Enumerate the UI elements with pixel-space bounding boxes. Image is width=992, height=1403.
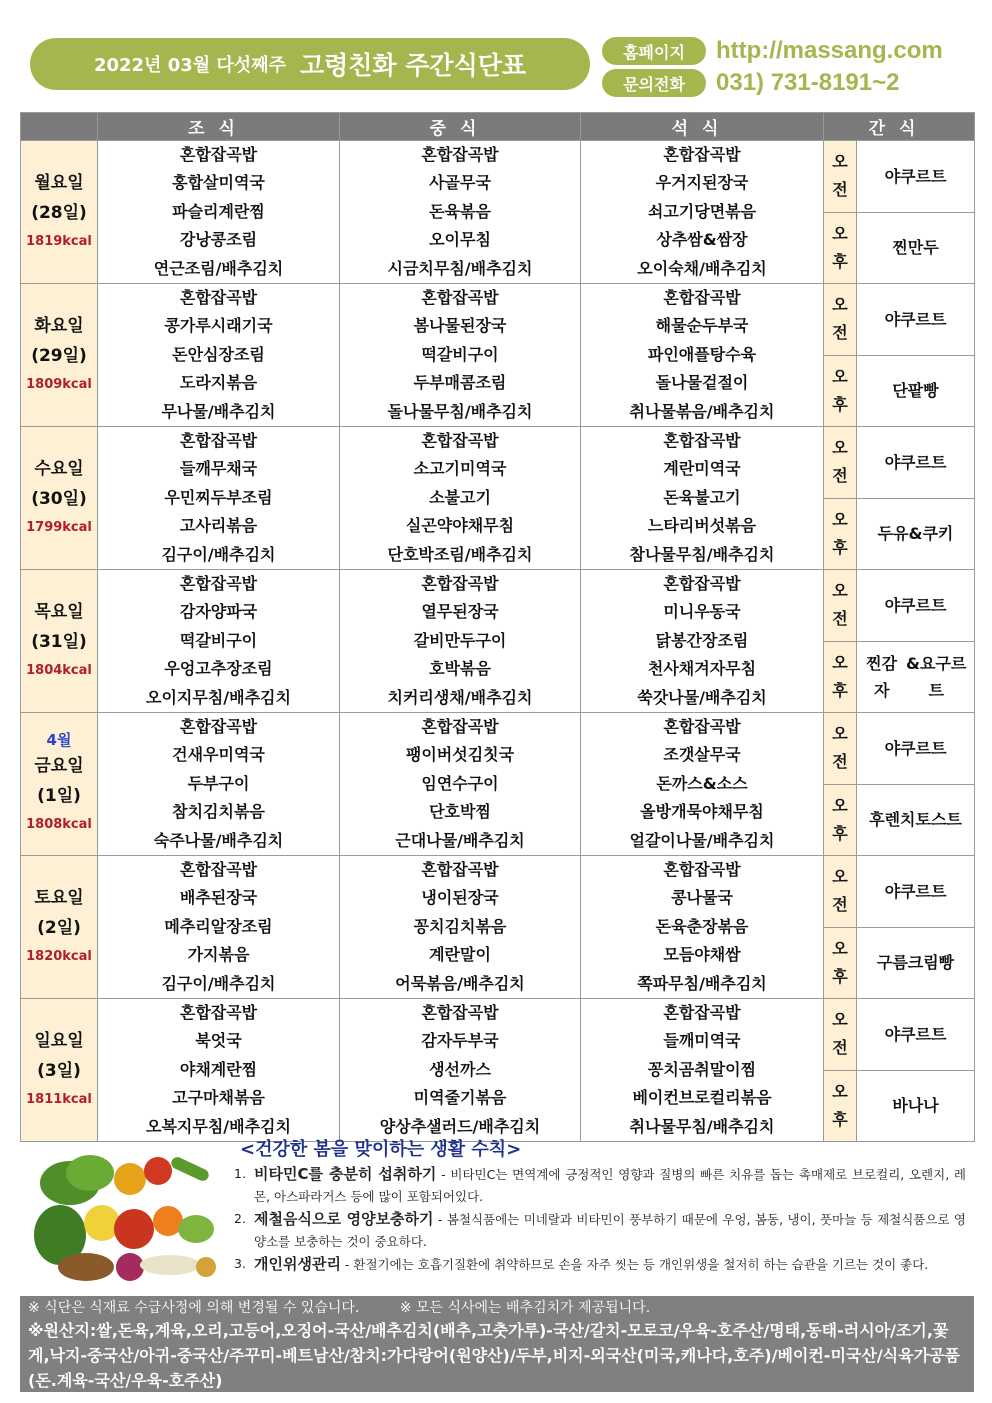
snack-pm-row bbox=[824, 927, 974, 999]
dish-item: 숙주나물/배추김치 bbox=[153, 830, 284, 850]
dish-item: 혼합잡곡밥 bbox=[421, 145, 499, 164]
dish-item: 소불고기 bbox=[429, 487, 491, 507]
day-kcal: 1804kcal bbox=[26, 663, 92, 678]
day-row bbox=[21, 570, 975, 713]
snack-name-line: 찐만두 bbox=[892, 238, 939, 258]
dinner-cell bbox=[581, 999, 824, 1142]
dish-item: 혼합잡곡밥 bbox=[421, 574, 499, 593]
snack-am-item bbox=[857, 141, 974, 212]
snack-time-char: 오 bbox=[832, 509, 848, 529]
snack-time-char: 오 bbox=[832, 581, 848, 601]
breakfast-cell bbox=[98, 713, 340, 856]
menu-body bbox=[21, 141, 975, 1142]
phone-row bbox=[602, 68, 900, 98]
lunch-cell bbox=[340, 141, 581, 284]
snack-time-char: 오 bbox=[832, 438, 848, 458]
snack-am-label bbox=[824, 570, 857, 641]
snack-pm-item bbox=[857, 785, 974, 856]
snack-pm-label bbox=[824, 499, 857, 570]
table-header-row bbox=[21, 113, 975, 141]
lunch-cell bbox=[340, 999, 581, 1142]
tip-heading: 비타민C를 충분히 섭취하기 bbox=[254, 1165, 437, 1183]
day-cell bbox=[21, 427, 98, 570]
dish-item: 떡갈비구이 bbox=[179, 630, 258, 650]
dish-item: 떡갈비구이 bbox=[421, 344, 499, 364]
tip-text bbox=[254, 1208, 966, 1253]
snack-time-char: 오 bbox=[832, 795, 848, 815]
breakfast-cell bbox=[98, 141, 340, 284]
tip-item bbox=[234, 1208, 966, 1253]
dish-item: 근대나물/배추김치 bbox=[395, 830, 525, 850]
dish-item: 북엇국 bbox=[195, 1031, 242, 1051]
dish-item: 고사리볶음 bbox=[179, 516, 258, 536]
dish-item: 야채계란찜 bbox=[179, 1059, 258, 1079]
snack-name-line: 야쿠르트 bbox=[884, 595, 947, 615]
day-name: 금요일 bbox=[34, 756, 84, 776]
dish-item: 닭봉간장조림 bbox=[655, 630, 749, 650]
day-kcal: 1799kcal bbox=[26, 520, 92, 535]
snack-name-line: 바나나 bbox=[892, 1096, 939, 1116]
dish-item: 건새우미역국 bbox=[172, 745, 265, 765]
day-name: 월요일 bbox=[34, 173, 84, 193]
dinner-cell bbox=[581, 570, 824, 713]
snack-pm-label bbox=[824, 356, 857, 427]
dish-item: 돌나물겉절이 bbox=[655, 373, 749, 393]
phone-label: 문의전화 bbox=[602, 69, 706, 97]
dish-item: 단호박조림/배추김치 bbox=[387, 544, 533, 564]
day-name: 수요일 bbox=[34, 459, 84, 479]
dish-item: 혼합잡곡밥 bbox=[179, 288, 258, 307]
tip-body: - 봄철식품에는 미네랄과 비타민이 풍부하기 때문에 우엉, 봄동, 냉이, 풋마늘 등 제철식품으로 영양소를 보충하는 것이 중요하다. bbox=[254, 1212, 966, 1249]
tip-text bbox=[254, 1163, 966, 1208]
snack-time-char: 오 bbox=[832, 295, 848, 315]
breakfast-cell bbox=[98, 999, 340, 1142]
notice-kimchi: ※ 모든 식사에는 배추김치가 제공됩니다. bbox=[399, 1300, 651, 1316]
dish-item: 오복지무침/배추김치 bbox=[146, 1116, 291, 1136]
snack-time-char: 후 bbox=[832, 823, 848, 843]
breakfast-cell bbox=[98, 570, 340, 713]
dish-item: 김구이/배추김치 bbox=[161, 973, 276, 993]
tip-text bbox=[254, 1253, 966, 1276]
day-date: (2일) bbox=[37, 918, 81, 938]
dish-item: 콩가루시래기국 bbox=[164, 316, 273, 336]
dish-item: 소고기미역국 bbox=[413, 459, 507, 479]
day-name: 화요일 bbox=[34, 316, 84, 336]
snack-name-line: 야쿠르트 bbox=[884, 1024, 947, 1044]
day-date: (29일) bbox=[31, 346, 87, 366]
dish-item: 콩나물국 bbox=[671, 888, 733, 908]
day-name: 일요일 bbox=[34, 1031, 84, 1051]
snack-time-char: 오 bbox=[832, 366, 848, 386]
snack-time-char: 후 bbox=[832, 1109, 848, 1129]
dish-item: 돈까스&소스 bbox=[656, 773, 748, 793]
day-kcal: 1819kcal bbox=[26, 234, 92, 249]
dish-item: 배추된장국 bbox=[179, 888, 258, 908]
dish-item: 양상추샐러드/배추김치 bbox=[379, 1116, 541, 1136]
snack-time-char: 오 bbox=[832, 1010, 848, 1030]
dish-item: 오이지무침/배추김치 bbox=[146, 687, 291, 707]
tip-body: - 환절기에는 호흡기질환에 취약하므로 손을 자주 씻는 등 개인위생을 철저히 하는 습관을 기르는 것이 좋다. bbox=[340, 1257, 929, 1272]
dish-item: 베이컨브로컬리볶음 bbox=[632, 1088, 772, 1108]
snack-am-row bbox=[824, 141, 974, 212]
dish-item: 느타리버섯볶음 bbox=[647, 516, 757, 536]
snack-am-item bbox=[857, 856, 974, 927]
title-week: 2022년 03월 다섯째주 bbox=[93, 55, 286, 76]
snack-time-char: 오 bbox=[832, 223, 848, 243]
snack-pm-item bbox=[857, 928, 974, 999]
tip-number: 3. bbox=[234, 1256, 246, 1271]
lunch-cell bbox=[340, 570, 581, 713]
day-date: (30일) bbox=[31, 489, 87, 509]
snack-pm-item bbox=[857, 1071, 974, 1142]
day-cell bbox=[21, 284, 98, 427]
day-row bbox=[21, 713, 975, 856]
lunch-cell bbox=[340, 284, 581, 427]
dish-item: 해물순두부국 bbox=[655, 316, 749, 336]
dish-item: 계란말이 bbox=[429, 945, 491, 965]
dish-item: 혼합잡곡밥 bbox=[179, 574, 258, 593]
snack-time-char: 후 bbox=[832, 251, 848, 271]
snack-name-line: 야쿠르트 bbox=[884, 452, 947, 472]
dish-item: 쇠고기당면볶음 bbox=[647, 201, 757, 221]
snack-pm-label bbox=[824, 213, 857, 284]
dish-item: 올방개묵야채무침 bbox=[640, 802, 764, 822]
day-kcal: 1811kcal bbox=[26, 1092, 92, 1107]
snack-am-row bbox=[824, 713, 974, 784]
day-cell bbox=[21, 141, 98, 284]
snack-time-char: 전 bbox=[832, 180, 848, 200]
snack-time-char: 전 bbox=[832, 752, 848, 772]
dish-item: 참나물무침/배추김치 bbox=[629, 544, 775, 564]
snack-time-char: 전 bbox=[832, 895, 848, 915]
snack-pm-row bbox=[824, 784, 974, 856]
day-cell bbox=[21, 570, 98, 713]
snack-pm-item bbox=[857, 356, 974, 427]
vegetables-illustration bbox=[30, 1143, 220, 1291]
day-date: (1일) bbox=[37, 786, 81, 806]
dish-item: 혼합잡곡밥 bbox=[421, 860, 499, 879]
dish-item: 돈육볶음 bbox=[429, 201, 491, 221]
snack-am-label bbox=[824, 284, 857, 355]
dish-item: 파슬리계란찜 bbox=[172, 201, 265, 221]
dish-item: 혼합잡곡밥 bbox=[663, 145, 741, 164]
dish-item: 임연수구이 bbox=[421, 773, 499, 793]
snack-name-line: 두유 bbox=[877, 524, 909, 544]
snack-am-row bbox=[824, 284, 974, 355]
dish-item: 들깨미역국 bbox=[663, 1031, 741, 1051]
snack-am-item bbox=[857, 427, 974, 498]
snack-am-label bbox=[824, 999, 857, 1070]
snack-pm-label bbox=[824, 1071, 857, 1142]
dinner-cell bbox=[581, 856, 824, 999]
phone-number: 031) 731-8191~2 bbox=[716, 69, 900, 96]
dish-item: 꽁치김치볶음 bbox=[413, 916, 507, 936]
snack-cell bbox=[824, 570, 975, 713]
dish-item: 혼합잡곡밥 bbox=[421, 717, 499, 736]
snack-cell bbox=[824, 856, 975, 999]
snack-name-line: 야쿠르트 bbox=[884, 881, 947, 901]
dinner-cell bbox=[581, 427, 824, 570]
lunch-cell bbox=[340, 713, 581, 856]
dish-item: 혼합잡곡밥 bbox=[663, 574, 741, 593]
dish-item: 혼합잡곡밥 bbox=[663, 860, 741, 879]
day-month: 4월 bbox=[46, 731, 72, 749]
snack-am-row bbox=[824, 427, 974, 498]
snack-pm-label bbox=[824, 785, 857, 856]
lunch-cell bbox=[340, 856, 581, 999]
tips-list bbox=[234, 1163, 966, 1276]
tip-number: 1. bbox=[234, 1166, 246, 1181]
snack-time-char: 전 bbox=[832, 609, 848, 629]
dish-item: 시금치무침/배추김치 bbox=[387, 258, 533, 278]
snack-cell bbox=[824, 999, 975, 1142]
notice-line bbox=[28, 1298, 966, 1318]
snack-time-char: 후 bbox=[832, 680, 848, 700]
dish-item: 미역줄기볶음 bbox=[413, 1088, 507, 1108]
dish-item: 혼합잡곡밥 bbox=[179, 145, 258, 164]
header-day bbox=[21, 113, 98, 141]
dish-item: 취나물무침/배추김치 bbox=[629, 1116, 775, 1136]
day-name: 토요일 bbox=[34, 888, 84, 908]
snack-time-char: 오 bbox=[832, 938, 848, 958]
dish-item: 혼합잡곡밥 bbox=[421, 431, 499, 450]
snack-pm-row bbox=[824, 212, 974, 284]
tips-title: <건강한 봄을 맞이하는 생활 수칙> bbox=[240, 1139, 522, 1160]
dish-item: 파인애플탕수육 bbox=[647, 344, 757, 364]
dish-item: 사골무국 bbox=[429, 173, 491, 193]
dish-item: 취나물볶음/배추김치 bbox=[629, 401, 775, 421]
dish-item: 고구마채볶음 bbox=[172, 1088, 265, 1108]
tip-heading: 개인위생관리 bbox=[254, 1255, 341, 1273]
health-tips bbox=[20, 1135, 974, 1295]
breakfast-cell bbox=[98, 284, 340, 427]
homepage-label: 홈페이지 bbox=[602, 37, 706, 65]
dish-item: 혼합잡곡밥 bbox=[421, 1003, 499, 1022]
breakfast-cell bbox=[98, 856, 340, 999]
snack-name-line: 토스트 bbox=[915, 810, 962, 830]
snack-name-line: 단팥빵 bbox=[892, 381, 939, 401]
dinner-cell bbox=[581, 284, 824, 427]
snack-time-char: 오 bbox=[832, 652, 848, 672]
day-date: (31일) bbox=[31, 632, 87, 652]
dish-item: 오이숙채/배추김치 bbox=[637, 258, 767, 278]
snack-pm-label bbox=[824, 642, 857, 713]
day-cell bbox=[21, 999, 98, 1142]
tip-item bbox=[234, 1253, 966, 1276]
dish-item: 미니우동국 bbox=[663, 602, 741, 622]
snack-am-item bbox=[857, 999, 974, 1070]
header-lunch: 중식 bbox=[340, 113, 581, 141]
snack-name-line: 후렌치 bbox=[869, 810, 916, 830]
snack-name-line: 찐감자 bbox=[866, 653, 898, 700]
dish-item: 냉이된장국 bbox=[421, 888, 499, 908]
dish-item: 두부구이 bbox=[187, 773, 250, 793]
page-title: 고령친화 주간식단표 bbox=[299, 51, 527, 80]
dish-item: 돈육불고기 bbox=[663, 487, 741, 507]
dish-item: 모듬야채쌈 bbox=[663, 945, 741, 965]
dish-item: 우민찌두부조림 bbox=[164, 487, 273, 507]
dish-item: 봄나물된장국 bbox=[413, 316, 507, 336]
day-name: 목요일 bbox=[34, 602, 84, 622]
dish-item: 메추리알장조림 bbox=[164, 916, 273, 936]
dish-item: 도라지볶음 bbox=[179, 373, 258, 393]
day-row bbox=[21, 856, 975, 999]
day-cell bbox=[21, 856, 98, 999]
snack-time-char: 후 bbox=[832, 537, 848, 557]
day-date: (3일) bbox=[37, 1061, 81, 1081]
tip-item bbox=[234, 1163, 966, 1208]
header-dinner: 석식 bbox=[581, 113, 824, 141]
dish-item: 혼합잡곡밥 bbox=[179, 717, 258, 736]
dish-item: 얼갈이나물/배추김치 bbox=[629, 830, 775, 850]
snack-time-char: 오 bbox=[832, 867, 848, 887]
snack-am-row bbox=[824, 999, 974, 1070]
dish-item: 쑥갓나물/배추김치 bbox=[637, 687, 767, 707]
breakfast-cell bbox=[98, 427, 340, 570]
snack-name-line: &쿠키 bbox=[908, 524, 954, 544]
day-row bbox=[21, 284, 975, 427]
snack-name-line: 야쿠르트 bbox=[884, 738, 947, 758]
title-banner bbox=[30, 38, 590, 90]
day-date: (28일) bbox=[31, 203, 87, 223]
snack-am-row bbox=[824, 570, 974, 641]
dish-item: 강낭콩조림 bbox=[179, 230, 258, 250]
lunch-cell bbox=[340, 427, 581, 570]
tip-body: - 비타민C는 면역계에 긍정적인 영향과 질병의 빠른 치유를 돕는 촉매제로 브로컬리, 오렌지, 레몬, 아스파라거스 등에 많이 포함되어있다. bbox=[254, 1167, 967, 1204]
dish-item: 호박볶음 bbox=[429, 659, 491, 679]
homepage-link[interactable]: http://massang.com bbox=[716, 37, 943, 64]
snack-cell bbox=[824, 284, 975, 427]
snack-pm-label bbox=[824, 928, 857, 999]
snack-time-char: 전 bbox=[832, 323, 848, 343]
dish-item: 조갯살무국 bbox=[663, 745, 741, 765]
tip-number: 2. bbox=[234, 1211, 246, 1226]
day-row bbox=[21, 999, 975, 1142]
snack-time-char: 오 bbox=[832, 152, 848, 172]
snack-cell bbox=[824, 141, 975, 284]
dish-item: 돈육춘장볶음 bbox=[655, 916, 749, 936]
snack-time-char: 후 bbox=[832, 394, 848, 414]
dish-item: 혼합잡곡밥 bbox=[663, 431, 741, 450]
snack-am-item bbox=[857, 284, 974, 355]
dish-item: 들깨무채국 bbox=[179, 459, 258, 479]
snack-name-line: 구름크림빵 bbox=[876, 953, 955, 973]
dish-item: 꽁치곰취말이찜 bbox=[647, 1059, 757, 1079]
dinner-cell bbox=[581, 713, 824, 856]
dish-item: 상추쌈&쌈장 bbox=[656, 230, 748, 250]
origin-info: ※원산지:쌀,돈육,계육,오리,고등어,오징어-국산/배추김치(배추,고춧가루)-국산/갈치-모로코/우육-호주산/명태,동태-러시아/조기,꽃게,낙지-중국산/아귀-중국산/주꾸미-베트남산/참치:가다랑어(원양산)/두부,비지-외국산(미국,캐나다,호주)/베이컨-미국산/식육가공품(돈.계육-국산/우육-호주산) bbox=[28, 1321, 960, 1390]
dish-item: 실곤약야채무침 bbox=[405, 516, 515, 536]
dish-item: 갈비만두구이 bbox=[413, 630, 507, 650]
dish-item: 우엉고추장조림 bbox=[164, 659, 273, 679]
dish-item: 무나물/배추김치 bbox=[161, 401, 276, 421]
dish-item: 김구이/배추김치 bbox=[161, 544, 276, 564]
dish-item: 돈안심장조림 bbox=[172, 344, 265, 364]
day-kcal: 1808kcal bbox=[26, 817, 92, 832]
dish-item: 홍합살미역국 bbox=[172, 173, 265, 193]
dish-item: 쪽파무침/배추김치 bbox=[637, 973, 767, 993]
snack-time-char: 전 bbox=[832, 1038, 848, 1058]
snack-time-char: 오 bbox=[832, 1081, 848, 1101]
snack-cell bbox=[824, 427, 975, 570]
day-row bbox=[21, 141, 975, 284]
snack-name-line: 야쿠르트 bbox=[884, 166, 947, 186]
dish-item: 연근조림/배추김치 bbox=[153, 258, 284, 278]
snack-pm-row bbox=[824, 1070, 974, 1142]
dish-item: 혼합잡곡밥 bbox=[663, 717, 741, 736]
dish-item: 혼합잡곡밥 bbox=[179, 1003, 258, 1022]
snack-am-row bbox=[824, 856, 974, 927]
snack-pm-item bbox=[857, 642, 974, 713]
dish-item: 치커리생채/배추김치 bbox=[387, 687, 533, 707]
day-row bbox=[21, 427, 975, 570]
snack-am-label bbox=[824, 141, 857, 212]
dish-item: 두부매콤조림 bbox=[413, 373, 507, 393]
homepage-row bbox=[602, 36, 943, 66]
snack-name-line: &요구르트 bbox=[906, 653, 967, 700]
snack-pm-item bbox=[857, 499, 974, 570]
dish-item: 어묵볶음/배추김치 bbox=[395, 973, 525, 993]
snack-am-label bbox=[824, 427, 857, 498]
day-cell bbox=[21, 713, 98, 856]
dish-item: 열무된장국 bbox=[421, 602, 499, 622]
dinner-cell bbox=[581, 141, 824, 284]
dish-item: 혼합잡곡밥 bbox=[179, 860, 258, 879]
snack-name-line: 야쿠르트 bbox=[884, 309, 947, 329]
snack-am-label bbox=[824, 856, 857, 927]
dish-item: 오이무침 bbox=[429, 230, 491, 250]
notice-menu-change: ※ 식단은 식재료 수급사정에 의해 변경될 수 있습니다. bbox=[28, 1300, 360, 1316]
day-kcal: 1820kcal bbox=[26, 949, 92, 964]
snack-cell bbox=[824, 713, 975, 856]
snack-time-char: 오 bbox=[832, 724, 848, 744]
weekly-menu-table bbox=[20, 112, 975, 1142]
dish-item: 생선까스 bbox=[429, 1059, 491, 1079]
dish-item: 감자두부국 bbox=[421, 1031, 499, 1051]
dish-item: 돌나물무침/배추김치 bbox=[387, 401, 533, 421]
dish-item: 혼합잡곡밥 bbox=[421, 288, 499, 307]
snack-pm-item bbox=[857, 213, 974, 284]
snack-am-label bbox=[824, 713, 857, 784]
dish-item: 가지볶음 bbox=[187, 945, 250, 965]
header-snack: 간식 bbox=[824, 113, 975, 141]
dish-item: 계란미역국 bbox=[663, 459, 741, 479]
dish-item: 혼합잡곡밥 bbox=[663, 288, 741, 307]
tip-heading: 제철음식으로 영양보충하기 bbox=[254, 1210, 434, 1228]
snack-time-char: 전 bbox=[832, 466, 848, 486]
dish-item: 참치김치볶음 bbox=[172, 802, 265, 822]
snack-pm-row bbox=[824, 498, 974, 570]
header-breakfast: 조식 bbox=[98, 113, 340, 141]
snack-pm-row bbox=[824, 641, 974, 713]
dish-item: 천사채겨자무침 bbox=[647, 659, 757, 679]
snack-time-char: 후 bbox=[832, 966, 848, 986]
dish-item: 우거지된장국 bbox=[655, 173, 749, 193]
snack-pm-row bbox=[824, 355, 974, 427]
dish-item: 감자양파국 bbox=[179, 602, 258, 622]
dish-item: 팽이버섯김칫국 bbox=[405, 745, 515, 765]
footer-notes bbox=[20, 1296, 974, 1392]
snack-am-item bbox=[857, 570, 974, 641]
dish-item: 단호박찜 bbox=[429, 802, 491, 822]
dish-item: 혼합잡곡밥 bbox=[663, 1003, 741, 1022]
dish-item: 혼합잡곡밥 bbox=[179, 431, 258, 450]
day-kcal: 1809kcal bbox=[26, 377, 92, 392]
snack-am-item bbox=[857, 713, 974, 784]
